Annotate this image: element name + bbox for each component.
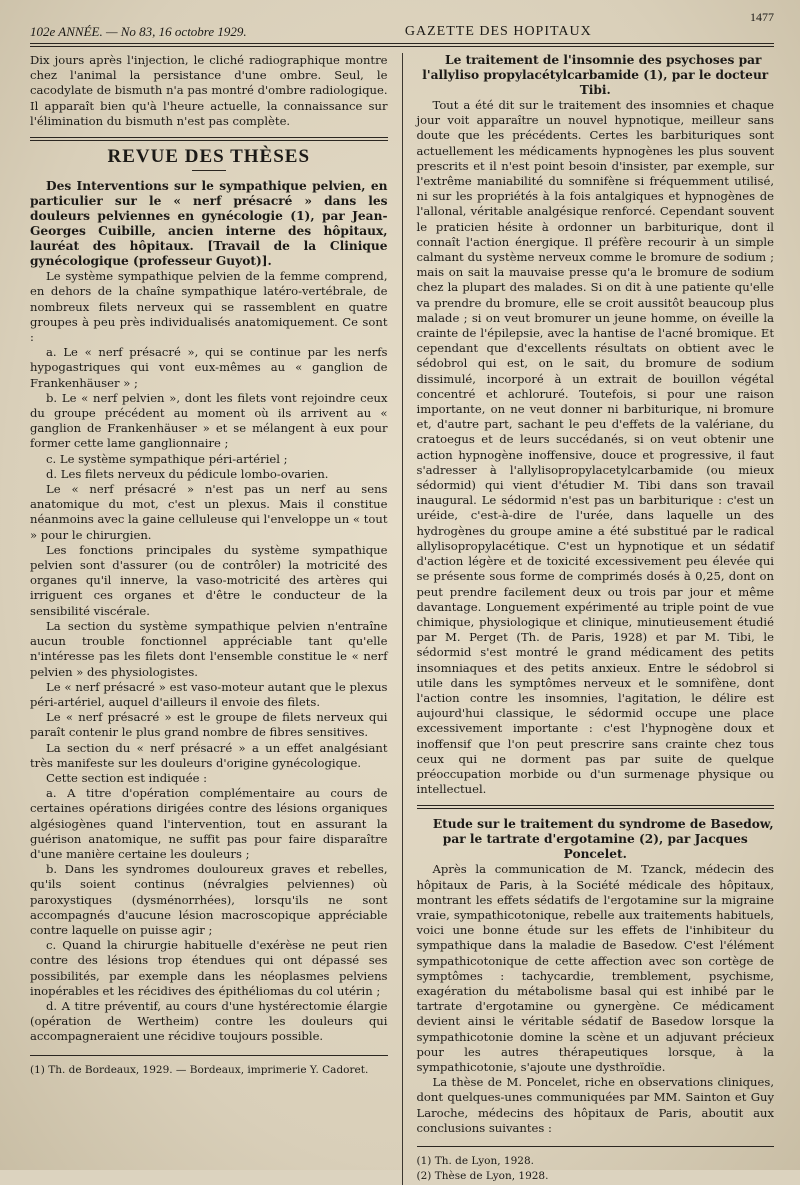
paragraph: La section du « nerf présacré » a un effet analgésiant très manifeste sur les douleurs d'origine gynécologique.: [30, 740, 388, 770]
list-item: [30, 467, 388, 482]
section-title: REVUE DES THÈSES: [107, 146, 311, 168]
paragraph: Le « nerf présacré » est vaso-moteur autant que le plexus péri-artériel, auquel d'ailleurs il envoie des filets.: [30, 679, 388, 709]
paragraph: Le « nerf présacré » est le groupe de filets nerveux qui paraît contenir le plus grand nombre de fibres sensitives.: [30, 710, 388, 740]
list-text: Les filets nerveux du pédicule lombo-ovarien.: [60, 466, 329, 481]
paragraph: Le système sympathique pelvien de la femme comprend, en dehors de la chaîne sympathique latéro-vertébrale, de nombreux filets nerveux qui se rassemblent en quatre groupes à peu près individualisés anatomiquement. Ce sont :: [30, 269, 388, 345]
list-label: c.: [46, 938, 57, 953]
separator-rule: [30, 137, 388, 141]
list-text: Le « nerf présacré », qui se continue par les nerfs hypogastriques qui vont eux-mêmes au « ganglion de Frankenhäuser » ;: [30, 345, 388, 390]
separator-rule: [417, 805, 775, 809]
list-item: [30, 938, 388, 999]
paragraph: Tout a été dit sur le traitement des insomnies et chaque jour voit apparaître un nouvel hypnotique, meilleur sans doute que les précédents. Certes les barbituriques sont actuellement les médicaments hypnogènes les plus souvent prescrits et il n'est point besoin d'insister, par exemple, sur l'extrême maniabilité du somnifène si fréquemment utilisé, ni sur les propriétés à la fois antalgiques et hypnogènes de l'allonal, véritable analgésique renforcé. Cependant souvent le praticien hésite à ordonner un barbiturique, dont il connaît l'action énergique. Il préfère recourir à un simple calmant du système nerveux comme le bromure de sodium ; mais on sait la mauvaise presse qu'a le bromure de sodium chez la plupart des malades. Si on dit à une patiente qu'elle va prendre du bromure, elle se croit aussitôt beaucoup plus malade ; si on veut bromurer un jeune homme, on éveille la crainte de l'épilepsie, avec la hantise de l'acné bromique. Et cependant que d'excellents résultats on obtient avec le sédobrol qui est, on le sait, du bromure de sodium dissimulé, incorporé à un extrait de bouillon végétal concentré et achloruré. Toutefois, si pour une raison importante, on ne veut donner ni barbiturique, ni bromure et, d'autre part, sachant le peu d'effets de la valériane, du cratoegus et de leurs succédanés, si on veut obtenir une action hypnogène inoffensive, douce et progressive, il faut s'adresser à l'allylisopropylacetylcarbamide (ou mieux sédormid) qui vient d'étudier M. Tibi dans son travail inaugural. Le sédormid n'est pas un barbiturique : c'est un uréide, c'est-à-dire de l'urée, dans laquelle un des hydrogènes du groupe amine a été substitué par le radical allylisopropylacétique. C'est un hypnotique et un sédatif d'action légère et de toxicité excessivement peu élevée qui se présente sous forme de comprimés dosés à 0,25, dont on peut prendre facilement deux ou trois par jour et même davantage. Longuement expérimenté au triple point de vue chimique, physiologique et clinique, minutieusement étudié par M. Perget (Th. de Paris, 1928) et par M. Tibi, le sédormid s'est montré le grand médicament des petits insomniaques et des petits anxieux. Entre le sédobrol si utile dans les symptômes nerveux et le somnifène, dont l'action contre les insomnies, l'agitation, le délire est aujourd'hui classique, le sédormid occupe une place excessivement importante : c'est l'hypnogène doux et inoffensif que l'on peut prescrire sans crainte chez tous ceux qui ne dorment pas par suite de quelque préoccupation morbide ou d'un surmenage physique ou intellectuel.: [416, 98, 774, 797]
list-text: A titre d'opération complémentaire au cours de certaines opérations dirigées contre des lésions organiques algésiogènes quand l'intervention, tout en assurant la guérison anatomique, ne suffit pas pour faire disparaître d'une manière certaine les douleurs ;: [30, 786, 388, 861]
list-label: a.: [46, 786, 57, 801]
list-item: [30, 862, 388, 938]
article-heading: Etude sur le traitement du syndrome de Basedow, par le tartrate d'ergotamine (2), par Jacques Poncelet.: [432, 817, 774, 862]
list-label: b.: [46, 390, 58, 405]
footnote: (2) Thèse de Lyon, 1928.: [416, 1170, 549, 1182]
paragraph: Cette section est indiquée :: [46, 770, 208, 785]
article-heading: Des Interventions sur le sympathique pelvien, en particulier sur le « nerf présacré » dans les douleurs pelviennes en gynécologie (1), par Jean-Georges Cuibille, ancien interne des hôpitaux, lauréat des hôpitaux. [Travail de la Clinique gynécologique (professeur Guyot)].: [30, 179, 388, 269]
list-text: Quand la chirurgie habituelle d'exérèse ne peut rien contre des lésions trop étendues qui ont dépassé ses possibilités, par exemple dans les néoplasmes pelviens inopérables et les récidives des épithéliomas du col utérin ;: [30, 938, 388, 998]
page-number: 1477: [750, 10, 774, 24]
list-label: d.: [46, 466, 58, 481]
footnotes-left: [30, 1055, 388, 1077]
list-label: b.: [46, 862, 58, 877]
list-text: Le système sympathique péri-artériel ;: [59, 451, 288, 466]
columns: [30, 53, 774, 1185]
article-heading: Le traitement de l'insomnie des psychoses par l'allyliso propylacétylcarbamide (1), par le docteur Tibi.: [422, 53, 769, 97]
list-label: a.: [46, 345, 57, 360]
list-item: [30, 452, 388, 467]
intro-paragraph: Dix jours après l'injection, le cliché radiographique montre chez l'animal la persistance d'une ombre. Seul, le cacodylate de bismuth n'a pas montré d'ombre radiologique. Il apparaît bien qu'à l'heure actuelle, la connaissance sur l'élimination du bismuth n'est pas complète.: [30, 53, 388, 128]
journal-title: GAZETTE DES HOPITAUX: [404, 24, 592, 39]
list-item: [30, 391, 388, 452]
left-column: [30, 53, 388, 1185]
list-item: [30, 999, 388, 1045]
page-header: [30, 10, 774, 40]
footnote: (1) Th. de Bordeaux, 1929. — Bordeaux, imprimerie Y. Cadoret.: [30, 1063, 369, 1076]
list-text: Le « nerf pelvien », dont les filets vont rejoindre ceux du groupe précédent au moment où ils arrivent au « ganglion de Frankenhäuser » et se mélangent à eux pour former cette lame ganglionnaire ;: [30, 390, 388, 451]
list-item: [30, 786, 388, 862]
right-column: [417, 53, 775, 1185]
column-divider: [402, 53, 403, 1185]
list-label: d.: [46, 998, 58, 1013]
header-rule: [30, 43, 774, 47]
footnote: (1) Th. de Lyon, 1928.: [416, 1155, 534, 1167]
footnotes-right: [417, 1146, 775, 1183]
paragraph: La section du système sympathique pelvien n'entraîne aucun trouble fonctionnel appréciable tant qu'elle n'intéresse pas les filets dont l'ensemble constitue le « nerf pelvien » des physiologistes.: [30, 618, 388, 679]
list-text: A titre préventif, au cours d'une hystérectomie élargie (opération de Wertheim) contre les douleurs qui accompagneraient une récidive toujours possible.: [30, 998, 388, 1044]
issue-info: 102e ANNÉE. — No 83, 16 octobre 1929.: [30, 24, 247, 39]
paragraph: Les fonctions principales du système sympathique pelvien sont d'assurer (ou de contrôler) la motricité des organes qu'il innerve, la vaso-motricité des artères qui irriguent ces organes et d'être le conducteur de la sensibilité viscérale.: [30, 542, 388, 618]
short-rule: [192, 170, 226, 171]
list-item: [30, 345, 388, 391]
list-2: [30, 786, 388, 1044]
paragraph: Après la communication de M. Tzanck, médecin des hôpitaux de Paris, à la Société médicale des hôpitaux, montrant les effets sédatifs de l'ergotamine sur la migraine vraie, sympathicotonique, rebelle aux traitements habituels, voici une bonne étude sur les effets de l'inhibiteur du sympathique dans la maladie de Basedow. C'est l'élément sympathicotonique de cette affection avec son cortège de symptômes : tachycardie, tremblement, psychisme, exagération du métabolisme basal qui est inhibé par le tartrate d'ergotamine ou gynergène. Ce médicament devient ainsi le véritable sédatif de Basedow lorsque la sympathicotonie domine la scène et un adjuvant précieux pour les autres thérapeutiques lorsque, à la sympathicotonie, s'ajoute une dysthroïdie.: [416, 862, 774, 1074]
paragraph: La thèse de M. Poncelet, riche en observations cliniques, dont quelques-unes communiquées par MM. Sainton et Guy Laroche, médecins des hôpitaux de Paris, aboutit aux conclusions suivantes :: [416, 1075, 774, 1135]
list-1: [30, 345, 388, 482]
list-text: Dans les syndromes douloureux graves et rebelles, qu'ils soient continus (névralgies pelviennes) où paroxystiques (dysménorrhées), lorsqu'ils ne sont accompagnés d'aucune lésion macroscopique appréciable contre laquelle on puisse agir ;: [30, 862, 388, 937]
list-label: c.: [46, 451, 57, 466]
paragraph: Le « nerf présacré » n'est pas un nerf au sens anatomique du mot, c'est un plexus. Mais il constitue néanmoins avec la gaine celluleuse qui l'enveloppe un « tout » pour le chirurgien.: [30, 482, 388, 542]
